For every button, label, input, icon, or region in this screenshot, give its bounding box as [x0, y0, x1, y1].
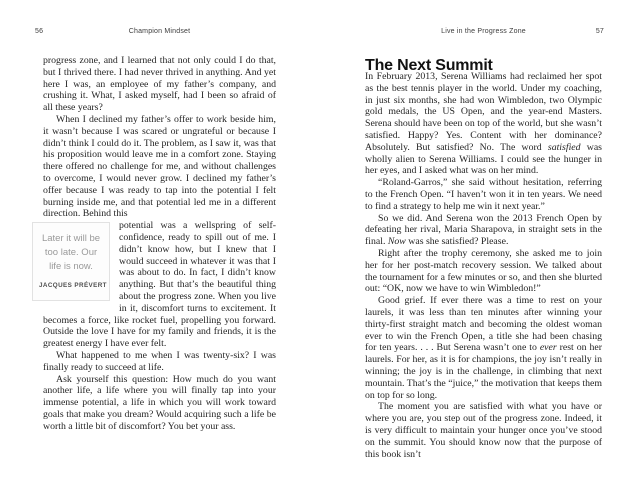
left-body-text	[39, 55, 276, 433]
right-body-text	[365, 71, 602, 460]
left-page-number: 56	[35, 28, 44, 35]
left-paragraph-4: Ask yourself this question: How much do you want another life, a life where you will finally tap into your immense potential, a life in which you will work toward goals that make you dream? Would acquiring such a life be worth a little bit of discomfort? You bet your ass.	[43, 373, 276, 432]
left-paragraph-2a: When I declined my father’s offer to work beside him, it wasn’t because I was scared or ungrateful or because I didn’t think I could do it. The problem, as I saw it, was that his proposition would leave me in a comfort zone. Staying there offered no challenge for me, and without challenges to overcome, I would never grow. I declined my father’s offer because I was ready to tap into the potential I felt burning inside me, and that potential led me in a different direction. Behind this	[43, 113, 276, 220]
right-paragraph-1: In February 2013, Serena Williams had reclaimed her spot as the best tennis player in the world. Under my coaching, in just six months, she had won Wimbledon, two Olympic gold medals, the US Open, and the year-end Masters. Serena should have been on top of the world, but she wasn’t satisfied. Happy? Yes. Content with her dominance? Absolutely. But satisfied? No. The word satisfied was wholly alien to Serena Williams. I could see the hunger in her eyes, and I asked what was on her mind.	[365, 71, 602, 177]
left-paragraph-2b: potential was a wellspring of self-confidence, ready to spill out of me. I didn’t know how, but I knew that I would succeed in whatever it was that I was about to do. In fact, I didn’t know anything. But that’s the beautiful thing about the progress zone. When you live in it, discomfort turns to excitement. It becomes a force, like rocket fuel, propelling you forward. Outside the love I have for my family and friends, it is the greatest energy I have ever felt.	[43, 220, 276, 350]
left-paragraph-1: progress zone, and I learned that not only could I do that, but I thrived there. I had never thrived in anything. And yet here I was, an employee of my father’s company, and crushing it. What, I asked myself, had I been so afraid of all these years?	[43, 55, 276, 114]
right-page-number: 57	[595, 28, 604, 35]
pull-quote-text: Later it will be too late. Our life is now.	[41, 233, 101, 273]
left-paragraph-3: What happened to me when I was twenty-six? I was finally ready to succeed at life.	[43, 349, 276, 373]
right-paragraph-6: The moment you are satisfied with what you have or where you are, you step out of the progress zone. Indeed, it is very difficult to maintain your hunger once you’ve stood on the summit. You should know now that the purpose of this book isn’t	[365, 401, 602, 460]
left-running-head: Champion Mindset	[128, 28, 191, 35]
pull-quote-wrap-section	[39, 220, 276, 350]
right-paragraph-4: Right after the trophy ceremony, she asked me to join her for her post-match recovery session. We talked about the tournament for a few minutes or so, and then she blurted out: “OK, now we have to win Wimbledon!”	[365, 247, 602, 295]
right-paragraph-2: “Roland-Garros,” she said without hesitation, referring to the French Open. “I haven’t won it in ten years. We need to find a strategy to help me win it next year.”	[365, 177, 602, 212]
right-page	[365, 0, 602, 494]
right-running-head-row	[365, 28, 602, 35]
section-title: The Next Summit	[365, 56, 493, 74]
right-paragraph-5: Good grief. If ever there was a time to rest on your laurels, it was less than ten minutes after winning your thirty-first straight match and becoming the oldest woman ever to win the French Open, a title she had been chasing for ten years. . . . But Serena wasn’t one to ever rest on her laurels. For her, as it is for champions, the joy isn’t really in winning; the joy is in the challenge, in climbing that next mountain. That’s the “juice,” the motivation that keeps them on top for so long.	[365, 295, 602, 401]
left-page	[35, 0, 276, 494]
left-running-head-row	[35, 28, 276, 35]
pull-quote-attribution: JACQUES PRÉVERT	[39, 282, 107, 290]
right-running-head: Live in the Progress Zone	[441, 28, 526, 35]
pull-quote-box	[32, 222, 110, 301]
right-paragraph-3: So we did. And Serena won the 2013 French Open by defeating her rival, Maria Sharapova, in straight sets in the final. Now was she satisfied? Please.	[365, 212, 602, 248]
